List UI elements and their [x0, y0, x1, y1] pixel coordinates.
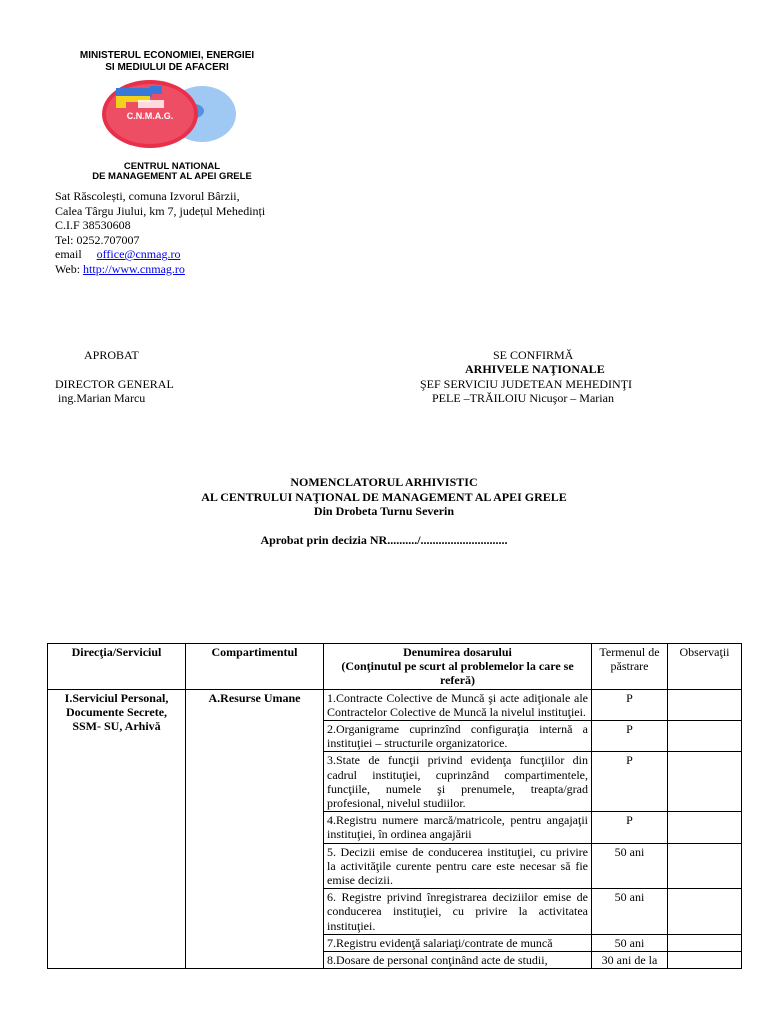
web-line: [55, 262, 265, 277]
national-archives: ARHIVELE NAŢIONALE: [465, 362, 605, 376]
phone: Tel: 0252.707007: [55, 232, 140, 247]
title-line2: AL CENTRULUI NAŢIONAL DE MANAGEMENT AL APEI GRELE: [201, 489, 567, 504]
header-file: [324, 644, 592, 690]
header-direction: Direcţia/Serviciul: [48, 644, 186, 690]
file-name-cell: 1.Contracte Colective de Muncă şi acte adiţionale ale Contractelor Colective de Muncă la nivelul instituţiei.: [324, 689, 592, 720]
cnmag-emblem-icon: [92, 74, 242, 166]
retention-cell: P: [592, 689, 668, 720]
institution-logo: [52, 46, 282, 182]
email-line: [55, 247, 265, 262]
retention-cell: 50 ani: [592, 843, 668, 889]
title-line1: NOMENCLATORUL ARHIVISTIC: [290, 475, 478, 489]
fiscal-code: C.I.F 38530608: [55, 218, 131, 232]
document-title: [0, 475, 768, 519]
file-name-cell: 4.Registru numere marcă/matricole, pentru angajaţii instituţiei, în ordinea angajării: [324, 812, 592, 843]
web-label: Web:: [55, 261, 81, 276]
web-link[interactable]: http://www.cnmag.ro: [83, 261, 185, 276]
ministry-name-line2: SI MEDIULUI DE AFACERI: [105, 62, 229, 73]
table-row: [48, 689, 742, 720]
center-name-line2: DE MANAGEMENT AL APEI GRELE: [92, 171, 252, 182]
header-department: Compartimentul: [186, 644, 324, 690]
title-line3: Din Drobeta Turnu Severin: [313, 504, 455, 518]
address-line1: Sat Răscolești, comuna Izvorul Bârzii,: [55, 189, 240, 203]
notes-cell: [668, 812, 742, 843]
email-label: email: [55, 247, 82, 261]
logo-text: C.N.M.A.G.: [126, 111, 174, 121]
notes-cell: [668, 889, 742, 935]
retention-cell: P: [592, 721, 668, 752]
header-file-name: Denumirea dosarului: [403, 645, 512, 659]
file-name-cell: 2.Organigrame cuprinzînd configuraţia internă a instituţiei – structurile organizatorice.: [324, 721, 592, 752]
file-name-cell: 7.Registru evidenţă salariaţi/contrate de muncă: [324, 934, 592, 951]
file-name-cell: 3.State de funcţii privind evidenţa funcţiilor din cadrul instituţiei, cuprinzând compartimentele, funcţiile, numele şi prenumele, treapta/grad profesional, nivelul studiilor.: [324, 752, 592, 812]
notes-cell: [668, 689, 742, 720]
notes-cell: [668, 843, 742, 889]
archive-head-name: PELE –TRĂILOIU Nicuşor – Marian: [432, 391, 614, 405]
header-file-desc: (Conţinutul pe scurt al problemelor la care se referă): [341, 659, 574, 688]
file-name-cell: 8.Dosare de personal conţinând acte de studii,: [324, 952, 592, 969]
header-notes: Observaţii: [668, 644, 742, 690]
archive-head-role: ŞEF SERVICIU JUDETEAN MEHEDINŢI: [420, 377, 633, 391]
file-name-cell: 6. Registre privind înregistrarea deciziilor emise de conducerea instituţiei, cu privire la activitatea instituţiei.: [324, 889, 592, 935]
direction-cell: I.Serviciul Personal, Documente Secrete, SSM- SU, Arhivă: [48, 689, 186, 969]
email-link[interactable]: office@cnmag.ro: [96, 247, 181, 261]
approved-label: APROBAT: [84, 348, 139, 362]
retention-cell: P: [592, 812, 668, 843]
retention-cell: 30 ani de la: [592, 952, 668, 969]
approval-decision: Aprobat prin decizia NR........../.............................: [260, 533, 508, 547]
notes-cell: [668, 721, 742, 752]
ministry-name-line1: MINISTERUL ECONOMIEI, ENERGIEI: [79, 50, 255, 61]
department-cell: A.Resurse Umane: [186, 689, 324, 969]
table-header-row: [48, 644, 742, 690]
retention-cell: P: [592, 752, 668, 812]
confirmed-label: SE CONFIRMĂ: [493, 348, 574, 362]
file-name-cell: 5. Decizii emise de conducerea instituţiei, cu privire la activităţile curente pentru care este necesar să fie emise decizii.: [324, 843, 592, 889]
address-line2: Calea Târgu Jiului, km 7, județul Mehedinți: [55, 203, 266, 218]
retention-cell: 50 ani: [592, 889, 668, 935]
notes-cell: [668, 952, 742, 969]
nomenclature-table: [47, 643, 742, 969]
notes-cell: [668, 752, 742, 812]
header-retention: Termenul de păstrare: [592, 644, 668, 690]
retention-cell: 50 ani: [592, 934, 668, 951]
director-role: DIRECTOR GENERAL: [55, 377, 174, 391]
center-name-line1: CENTRUL NATIONAL: [123, 161, 221, 172]
notes-cell: [668, 934, 742, 951]
contact-block: [55, 189, 265, 276]
director-name: ing.Marian Marcu: [58, 391, 146, 405]
